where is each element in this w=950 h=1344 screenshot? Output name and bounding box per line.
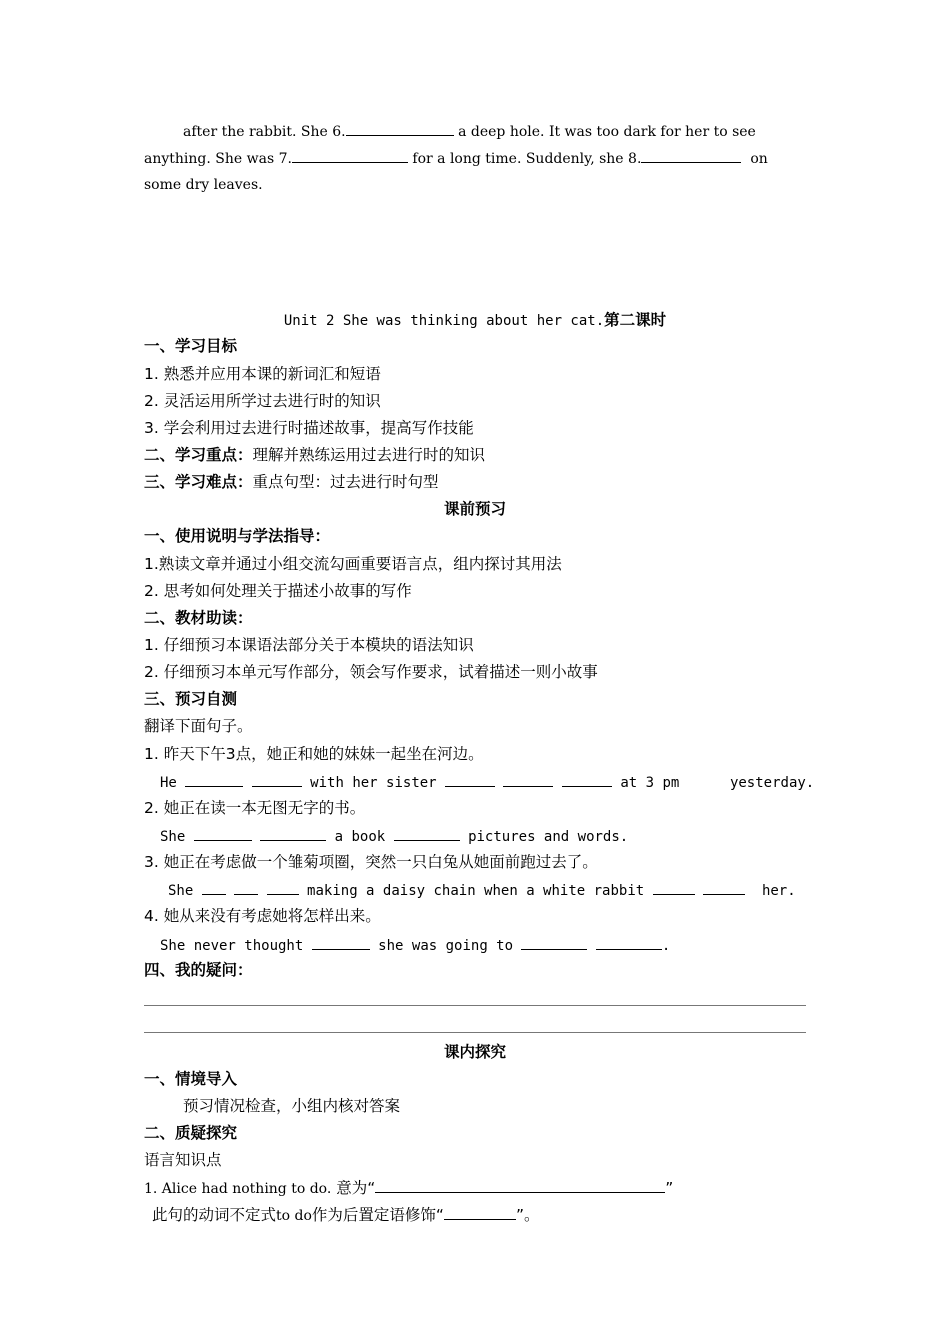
usage-heading: 一、使用说明与学法指导：	[144, 527, 331, 545]
objective-item: 1. 熟悉并应用本课的新词汇和短语	[144, 365, 381, 383]
answer-text: She never thought	[160, 938, 304, 954]
answer-text: He	[160, 775, 177, 791]
intro-heading: 一、情境导入	[144, 1070, 238, 1088]
passage-text: some dry leaves.	[144, 177, 263, 193]
passage-text: on	[750, 151, 768, 167]
blank[interactable]	[503, 772, 553, 787]
modifier-blank[interactable]	[444, 1205, 516, 1220]
point-1-meaning-label: 意为“	[336, 1179, 376, 1197]
preview-title: 课前预习	[443, 500, 506, 518]
answer-text: She	[168, 883, 194, 899]
question-2: 2. 她正在读一本无图无字的书。	[144, 799, 366, 817]
blank-8[interactable]	[641, 148, 741, 163]
blank[interactable]	[202, 880, 226, 895]
blank[interactable]	[703, 880, 745, 895]
note-text: ”。	[515, 1206, 540, 1224]
passage-text: a deep hole. It was too dark for her to see	[458, 124, 756, 140]
note-text: to do	[276, 1208, 312, 1224]
blank[interactable]	[521, 935, 587, 950]
point-1-english: 1. Alice had nothing to do.	[144, 1181, 332, 1197]
passage-line-3	[144, 175, 263, 195]
passage-text: anything. She was 7.	[144, 151, 292, 167]
answer-text: with her sister	[310, 775, 437, 791]
blank[interactable]	[260, 826, 326, 841]
key-points-text: 理解并熟练运用过去进行时的知识	[252, 446, 486, 464]
note-text: 此句的动词不定式	[152, 1206, 277, 1224]
point-1-quote-end: ”	[665, 1179, 674, 1197]
blank[interactable]	[653, 880, 695, 895]
passage-text: after the rabbit. She 6.	[183, 124, 346, 140]
objective-item: 2. 灵活运用所学过去进行时的知识	[144, 392, 381, 410]
key-points	[144, 445, 485, 465]
question-4: 4. 她从来没有考虑她将怎样出来。	[144, 907, 381, 925]
blank[interactable]	[185, 772, 243, 787]
answer-line-2	[160, 826, 628, 847]
answer-text: making a daisy chain when a white rabbit	[307, 883, 645, 899]
blank[interactable]	[252, 772, 302, 787]
answer-text: a book	[334, 829, 386, 845]
usage-item: 1.熟读文章并通过小组交流勾画重要语言点，组内探讨其用法	[144, 555, 562, 573]
blank-7[interactable]	[292, 148, 408, 163]
answer-text: pictures and words.	[468, 829, 629, 845]
title-english: Unit 2 She was thinking about her cat.	[283, 313, 605, 329]
blank[interactable]	[394, 826, 460, 841]
writing-line[interactable]	[144, 1032, 806, 1033]
passage-line-1	[183, 121, 756, 142]
test-heading: 三、预习自测	[144, 690, 238, 708]
answer-text: yesterday.	[729, 775, 815, 791]
textbook-heading: 二、教材助读：	[144, 609, 253, 627]
title-chinese: 第二课时	[604, 311, 667, 329]
difficulties-text: 重点句型：过去进行时句型	[252, 473, 439, 491]
textbook-item: 1. 仔细预习本课语法部分关于本模块的语法知识	[144, 636, 474, 654]
answer-line-4	[160, 935, 670, 956]
usage-item: 2. 思考如何处理关于描述小故事的写作	[144, 582, 412, 600]
blank[interactable]	[234, 880, 258, 895]
intro-text: 预习情况检查，小组内核对答案	[183, 1097, 401, 1115]
blank[interactable]	[194, 826, 252, 841]
passage-line-2	[144, 148, 768, 169]
answer-text: .	[661, 938, 671, 954]
answer-line-3	[168, 880, 796, 901]
inclass-title: 课内探究	[443, 1043, 506, 1061]
note-text: 作为后置定语修饰“	[311, 1206, 444, 1224]
answer-text: her.	[761, 883, 796, 899]
blank[interactable]	[312, 935, 370, 950]
textbook-item: 2. 仔细预习本单元写作部分，领会写作要求，试着描述一则小故事	[144, 663, 598, 681]
page-title	[0, 310, 950, 331]
question-1: 1. 昨天下午3点，她正和她的妹妹一起坐在河边。	[144, 745, 484, 763]
difficulties-label: 三、学习难点：	[144, 473, 253, 491]
answer-text: at 3 pm	[620, 775, 680, 791]
inquiry-heading: 二、质疑探究	[144, 1124, 238, 1142]
questions-heading: 四、我的疑问：	[144, 961, 253, 979]
language-points-label: 语言知识点	[144, 1151, 222, 1169]
blank-6[interactable]	[346, 121, 454, 136]
blank[interactable]	[267, 880, 299, 895]
blank[interactable]	[445, 772, 495, 787]
blank[interactable]	[562, 772, 612, 787]
difficulties	[144, 472, 439, 492]
objective-item: 3. 学会利用过去进行时描述故事，提高写作技能	[144, 419, 474, 437]
passage-text: for a long time. Suddenly, she 8.	[412, 151, 642, 167]
answer-text: she was going to	[378, 938, 514, 954]
answer-text: She	[160, 829, 186, 845]
test-instruction: 翻译下面句子。	[144, 717, 253, 735]
key-points-label: 二、学习重点：	[144, 446, 253, 464]
meaning-blank[interactable]	[375, 1178, 665, 1193]
objectives-heading: 一、学习目标	[144, 337, 238, 355]
blank[interactable]	[596, 935, 662, 950]
answer-line-1	[160, 772, 814, 793]
point-1-note	[152, 1205, 539, 1226]
question-3: 3. 她正在考虑做一个雏菊项圈，突然一只白兔从她面前跑过去了。	[144, 853, 598, 871]
point-1	[144, 1178, 673, 1199]
writing-line[interactable]	[144, 1005, 806, 1006]
